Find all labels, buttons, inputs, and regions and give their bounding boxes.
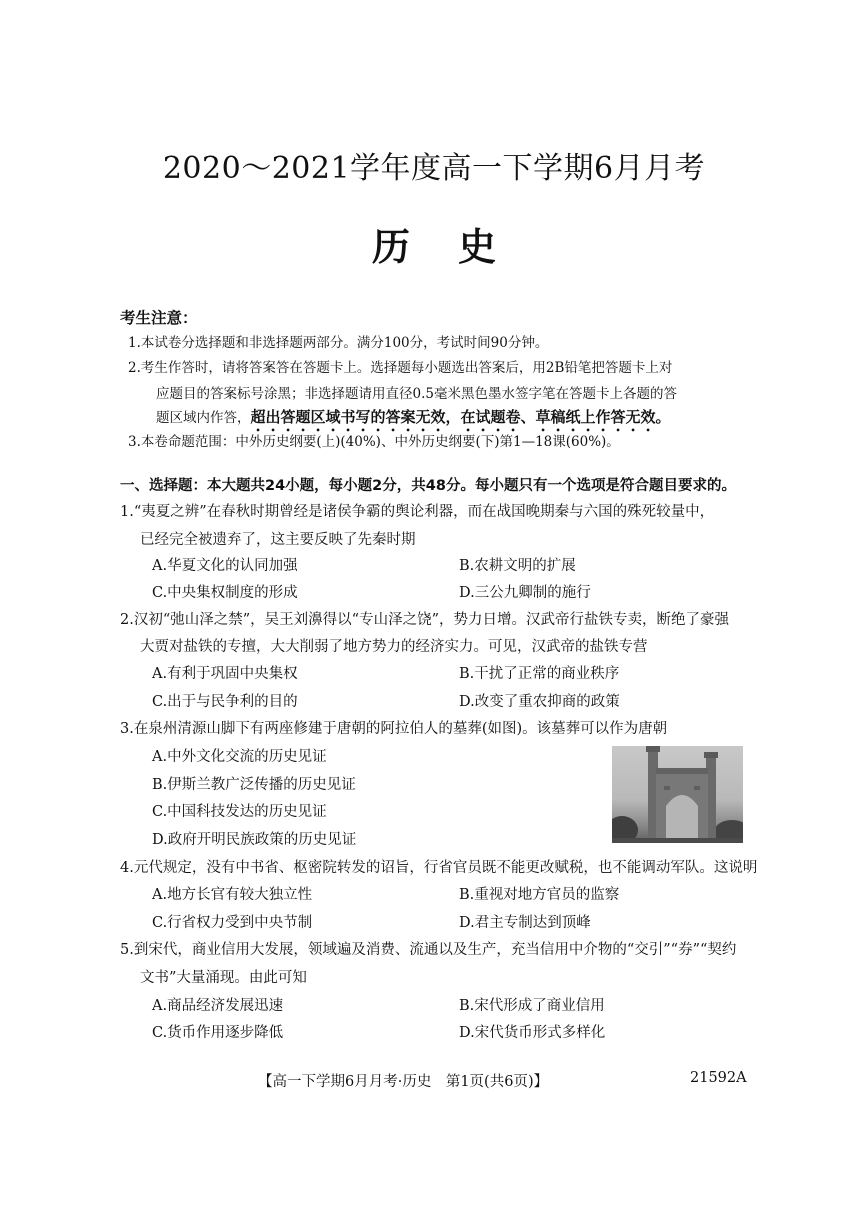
option-d: D.政府开明民族政策的历史见证	[152, 832, 357, 848]
question-stem: 2.汉初“弛山泽之禁”，吴王刘濞得以“专山泽之饶”，势力日增。汉武帝行盐铁专卖，断绝了豪强	[120, 612, 729, 628]
option-b: B.伊斯兰教广泛传播的历史见证	[152, 777, 356, 793]
exam-code: 21592A	[690, 1070, 747, 1086]
option-c: C.出于与民争利的目的	[152, 694, 298, 710]
option-d: D.改变了重农抑商的政策	[459, 694, 620, 710]
question-stem: 1.“夷夏之辨”在春秋时期曾经是诸侯争霸的舆论利器，而在战国晚期秦与六国的殊死较量中，	[120, 504, 715, 520]
question-stem: 已经完全被遗弃了，这主要反映了先秦时期	[140, 532, 416, 548]
option-a: A.华夏文化的认同加强	[152, 558, 298, 574]
option-a: A.地方长官有较大独立性	[152, 887, 313, 903]
option-c: C.货币作用逐步降低	[152, 1025, 284, 1041]
option-b: B.农耕文明的扩展	[459, 558, 576, 574]
question-stem: 文书”大量涌现。由此可知	[140, 970, 307, 986]
option-d: D.宋代货币形式多样化	[459, 1025, 606, 1041]
option-d: D.三公九卿制的施行	[459, 585, 591, 601]
notice-line: 1.本试卷分选择题和非选择题两部分。满分100分，考试时间90分钟。	[128, 335, 549, 351]
option-a: A.商品经济发展迅速	[152, 998, 284, 1014]
notice-line: 应题目的答案标号涂黑；非选择题请用直径0.5毫米黑色墨水签字笔在答题卡上各题的答	[156, 386, 677, 402]
question-stem: 5.到宋代，商业信用大发展，领域遍及消费、流通以及生产，充当信用中介物的“交引”“券”“契约	[120, 942, 737, 958]
option-a: A.中外文化交流的历史见证	[152, 749, 327, 765]
option-c: C.中国科技发达的历史见证	[152, 804, 327, 820]
option-d: D.君主专制达到顶峰	[459, 915, 591, 931]
notice-line-text: 题区域内作答，	[156, 410, 251, 426]
option-b: B.干扰了正常的商业秩序	[459, 666, 620, 682]
option-b: B.宋代形成了商业信用	[459, 998, 605, 1014]
tomb-photo	[612, 746, 743, 843]
question-stem: 3.在泉州清源山脚下有两座修建于唐朝的阿拉伯人的墓葬(如图)。该墓葬可以作为唐朝	[120, 721, 668, 737]
page-footer: 【高一下学期6月月考·历史 第1页(共6页)】	[258, 1074, 549, 1090]
option-c: C.行省权力受到中央节制	[152, 915, 313, 931]
notice-line: 2.考生作答时，请将答案答在答题卡上。选择题每小题选出答案后，用2B铅笔把答题卡上对	[128, 360, 673, 376]
subject-title: 历史	[371, 225, 544, 269]
notice-line: 3.本卷命题范围：中外历史纲要(上)(40%)、中外历史纲要(下)第1—18课(60%)。	[128, 434, 620, 450]
option-b: B.重视对地方官员的监察	[459, 887, 620, 903]
notice-heading: 考生注意：	[120, 309, 198, 327]
question-stem: 4.元代规定，没有中书省、枢密院转发的诏旨，行省官员既不能更改赋税，也不能调动军队。这说明	[120, 860, 758, 876]
option-a: A.有利于巩固中央集权	[152, 666, 298, 682]
notice-emphasis: 超出答题区域书写的答案无效，在试题卷、草稿纸上作答无效。	[250, 408, 671, 426]
exam-title: 2020～2021学年度高一下学期6月月考	[162, 151, 706, 186]
section-heading: 一、选择题：本大题共24小题，每小题2分，共48分。每小题只有一个选项是符合题目要求的。	[120, 478, 736, 494]
tomb-gate-image	[612, 746, 743, 843]
question-stem: 大贾对盐铁的专擅，大大削弱了地方势力的经济实力。可见，汉武帝的盐铁专营	[140, 639, 648, 655]
option-c: C.中央集权制度的形成	[152, 585, 298, 601]
